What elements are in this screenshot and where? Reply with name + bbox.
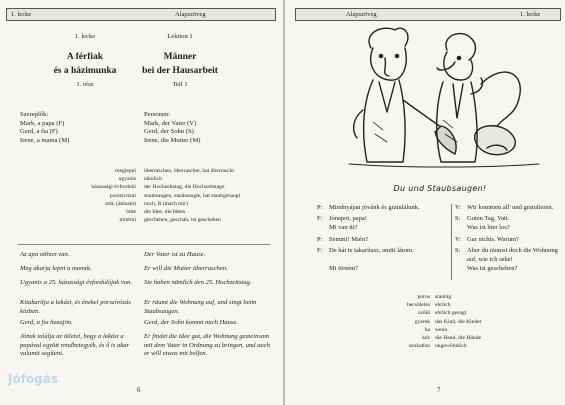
vocab-hu-word: ugyanis bbox=[118, 176, 136, 183]
header-lesson: 1. lecke bbox=[11, 11, 32, 18]
para-de-6: Er findet die Idee gut, die Wohnung gemeinsam mit dem Vater in Ordnung zu bringen, und auch er will etwas mit helfen. bbox=[144, 333, 270, 358]
dialogue-line-hu: Mi történt? bbox=[329, 265, 359, 272]
vocab-hu-word: házassági évforduló bbox=[91, 184, 136, 191]
vocab-hu-word: ötlet bbox=[126, 209, 136, 216]
dialogue-line-de: Aber du räumst doch die Wohnung bbox=[467, 247, 558, 254]
vocab-hu-word: poros bbox=[417, 294, 430, 300]
cast-hu-line: Mark, a papa (F) bbox=[20, 119, 65, 127]
vocab-hu-word: gyerek bbox=[414, 318, 430, 325]
cast-hu bbox=[20, 111, 69, 145]
vocab-hu-word: porszívózni bbox=[109, 192, 136, 199]
cast-de-line: Personen: bbox=[144, 111, 171, 118]
para-hu-5: Gerd, a fia hazajön. bbox=[20, 319, 73, 326]
para-de-4: Er räumt die Wohnung auf, und singt beim Staubsaugen. bbox=[144, 299, 257, 315]
para-hu-4: Kitakarítja a lakást, és énekel porszívózás közben. bbox=[20, 299, 131, 315]
vocab-de-word: die Hand, die Hände bbox=[435, 335, 481, 342]
para-de-3: Sie haben nämlich den 25. Hochzeitstag. bbox=[144, 279, 252, 286]
vocab-hu-word: szőlő bbox=[418, 310, 430, 317]
vocab-hu-word: becsületes bbox=[407, 302, 430, 309]
para-hu-6: Jónak találja az ötletet, hogy a lakást a papával együtt rendbetegyék, és ő is akar valamit segíteni. bbox=[20, 333, 130, 358]
page-number-right: 7 bbox=[437, 386, 441, 394]
title-hu-line2: és a házimunka bbox=[53, 66, 117, 76]
para-hu-3: Ugyanis a 25. házassági évfordulójuk van. bbox=[20, 279, 133, 286]
vocab-de bbox=[144, 167, 240, 224]
vocab-de-word: der Hochzeitstag, die Hochzeitstage bbox=[144, 184, 225, 191]
dialogue-line-de: Guten Tag, Vati. bbox=[467, 215, 510, 222]
lesson-label-hu: 1. lecke bbox=[74, 33, 96, 40]
dialogue-line-hu: De hát te takarítasz, amitt látom. bbox=[329, 247, 414, 254]
vocab-hu-word: törtérni bbox=[119, 217, 136, 224]
dialogue-line-de: Wir kommen all' und gratulieren. bbox=[467, 204, 554, 211]
part-de: Teil 1 bbox=[172, 81, 188, 88]
vocab-de-word: noch, R (mach mir) bbox=[144, 200, 188, 207]
title-hu-line1: A férfiak bbox=[66, 52, 104, 62]
cast-de-line: Gerd, der Sohn (S) bbox=[144, 128, 194, 136]
right-page bbox=[285, 0, 565, 405]
cast-de bbox=[144, 111, 200, 145]
part-hu: 1. rész bbox=[76, 81, 94, 88]
title-de-line2: bei der Hausarbeit bbox=[142, 66, 218, 76]
header-lesson: 1. lecke bbox=[520, 11, 541, 18]
vocab-de-word: das Kind, die Kinder bbox=[435, 318, 482, 325]
dialogue-line-hu: Semmi! Miért? bbox=[329, 236, 369, 243]
para-de-1: Der Vater ist zu Hause. bbox=[144, 251, 206, 258]
dialogue-separator bbox=[451, 204, 452, 280]
vocab-de-word: ungewöhnlich bbox=[435, 343, 467, 350]
cast-de-line: Irene, die Mutter (M) bbox=[144, 136, 201, 144]
vocab-de-word: staubig bbox=[435, 294, 452, 300]
para-hu-2: Meg akarja lepni a mamát. bbox=[20, 265, 92, 272]
right-page-header bbox=[295, 8, 561, 21]
dialogue-line-de: Gar nichts. Warum? bbox=[467, 236, 519, 243]
vocab-de-word: ehrlich gesagt bbox=[435, 310, 467, 317]
cartoon-illustration bbox=[343, 22, 543, 172]
divider-line bbox=[18, 244, 270, 245]
cast-hu-line: Irene, a mama (M) bbox=[20, 136, 70, 144]
speaker-label: V: bbox=[455, 204, 462, 211]
lesson-label-de: Lektion 1 bbox=[167, 33, 193, 40]
dialogue-de bbox=[455, 204, 560, 284]
para-hu-1: Az apa otthon van. bbox=[20, 251, 70, 258]
vocab-hu-word: meglepni bbox=[115, 168, 136, 174]
cartoon-caption: Du und Staubsaugen! bbox=[393, 184, 487, 193]
cast-hu-line: Gerd, a fia (F) bbox=[20, 128, 58, 136]
vocab-de-word: nämlich bbox=[144, 176, 163, 183]
vocab-hu-word: ha bbox=[424, 326, 430, 333]
header-section: Alapszöveg bbox=[175, 11, 206, 18]
title-de-line1: Männer bbox=[163, 52, 197, 62]
vocab-hu bbox=[91, 167, 136, 224]
para-de-5: Gerd, der Sohn kommt nach Hause. bbox=[144, 319, 239, 326]
vocab-de-word: die Idee, die Ideen bbox=[144, 209, 186, 216]
speaker-label: S: bbox=[455, 247, 461, 254]
vocab-hu-word: szokatlan bbox=[408, 343, 430, 350]
vocab-de-word: wenn bbox=[435, 326, 448, 333]
dialogue-hu bbox=[317, 204, 449, 284]
cast-hu-line: Szereplők: bbox=[20, 111, 49, 118]
speaker-label: F: bbox=[317, 215, 323, 222]
speaker-label: P: bbox=[317, 236, 323, 243]
vocab-de-word: geschehen, geschah, ist geschehen bbox=[144, 217, 221, 224]
vocab-hu-word: stút, (átúzani) bbox=[105, 200, 136, 207]
header-section: Alapszöveg bbox=[346, 11, 377, 18]
para-de-2: Er will die Mutter überraschen. bbox=[144, 265, 228, 272]
speaker-label: V: bbox=[455, 236, 462, 243]
cast-de-line: Mark, der Vater (V) bbox=[144, 119, 197, 127]
dialogue-line-hu: Jónapot, papa! bbox=[329, 215, 367, 222]
vocab-de-word: staubsaugen, staubsaugte, hat staubgesaugt bbox=[144, 192, 241, 199]
vocab-hu-word: kéz bbox=[422, 335, 430, 342]
page-number-left: 6 bbox=[137, 386, 141, 394]
dialogue-line-de: Was ist hier los? bbox=[467, 224, 510, 231]
speaker-label: F: bbox=[317, 247, 323, 254]
left-page-header bbox=[6, 8, 276, 21]
speaker-label: S: bbox=[455, 215, 461, 222]
vocab-de-word: überraschen, überraschte, hat überrascht bbox=[144, 168, 234, 174]
watermark-logo: Jófogás bbox=[8, 372, 59, 386]
vocab-de bbox=[435, 293, 482, 350]
vocab-de-word: ehrlich bbox=[435, 302, 451, 309]
speaker-label: P: bbox=[317, 204, 323, 211]
dialogue-line-de: auf, wie ich sehe! bbox=[467, 256, 513, 263]
dialogue-line-hu: Mindnyájan jóvánk és gratulálunk. bbox=[329, 204, 420, 211]
dialogue-line-de: Was ist geschehen? bbox=[467, 265, 518, 272]
vocab-hu bbox=[407, 293, 430, 350]
dialogue-line-hu: Mi van itt? bbox=[329, 224, 358, 231]
